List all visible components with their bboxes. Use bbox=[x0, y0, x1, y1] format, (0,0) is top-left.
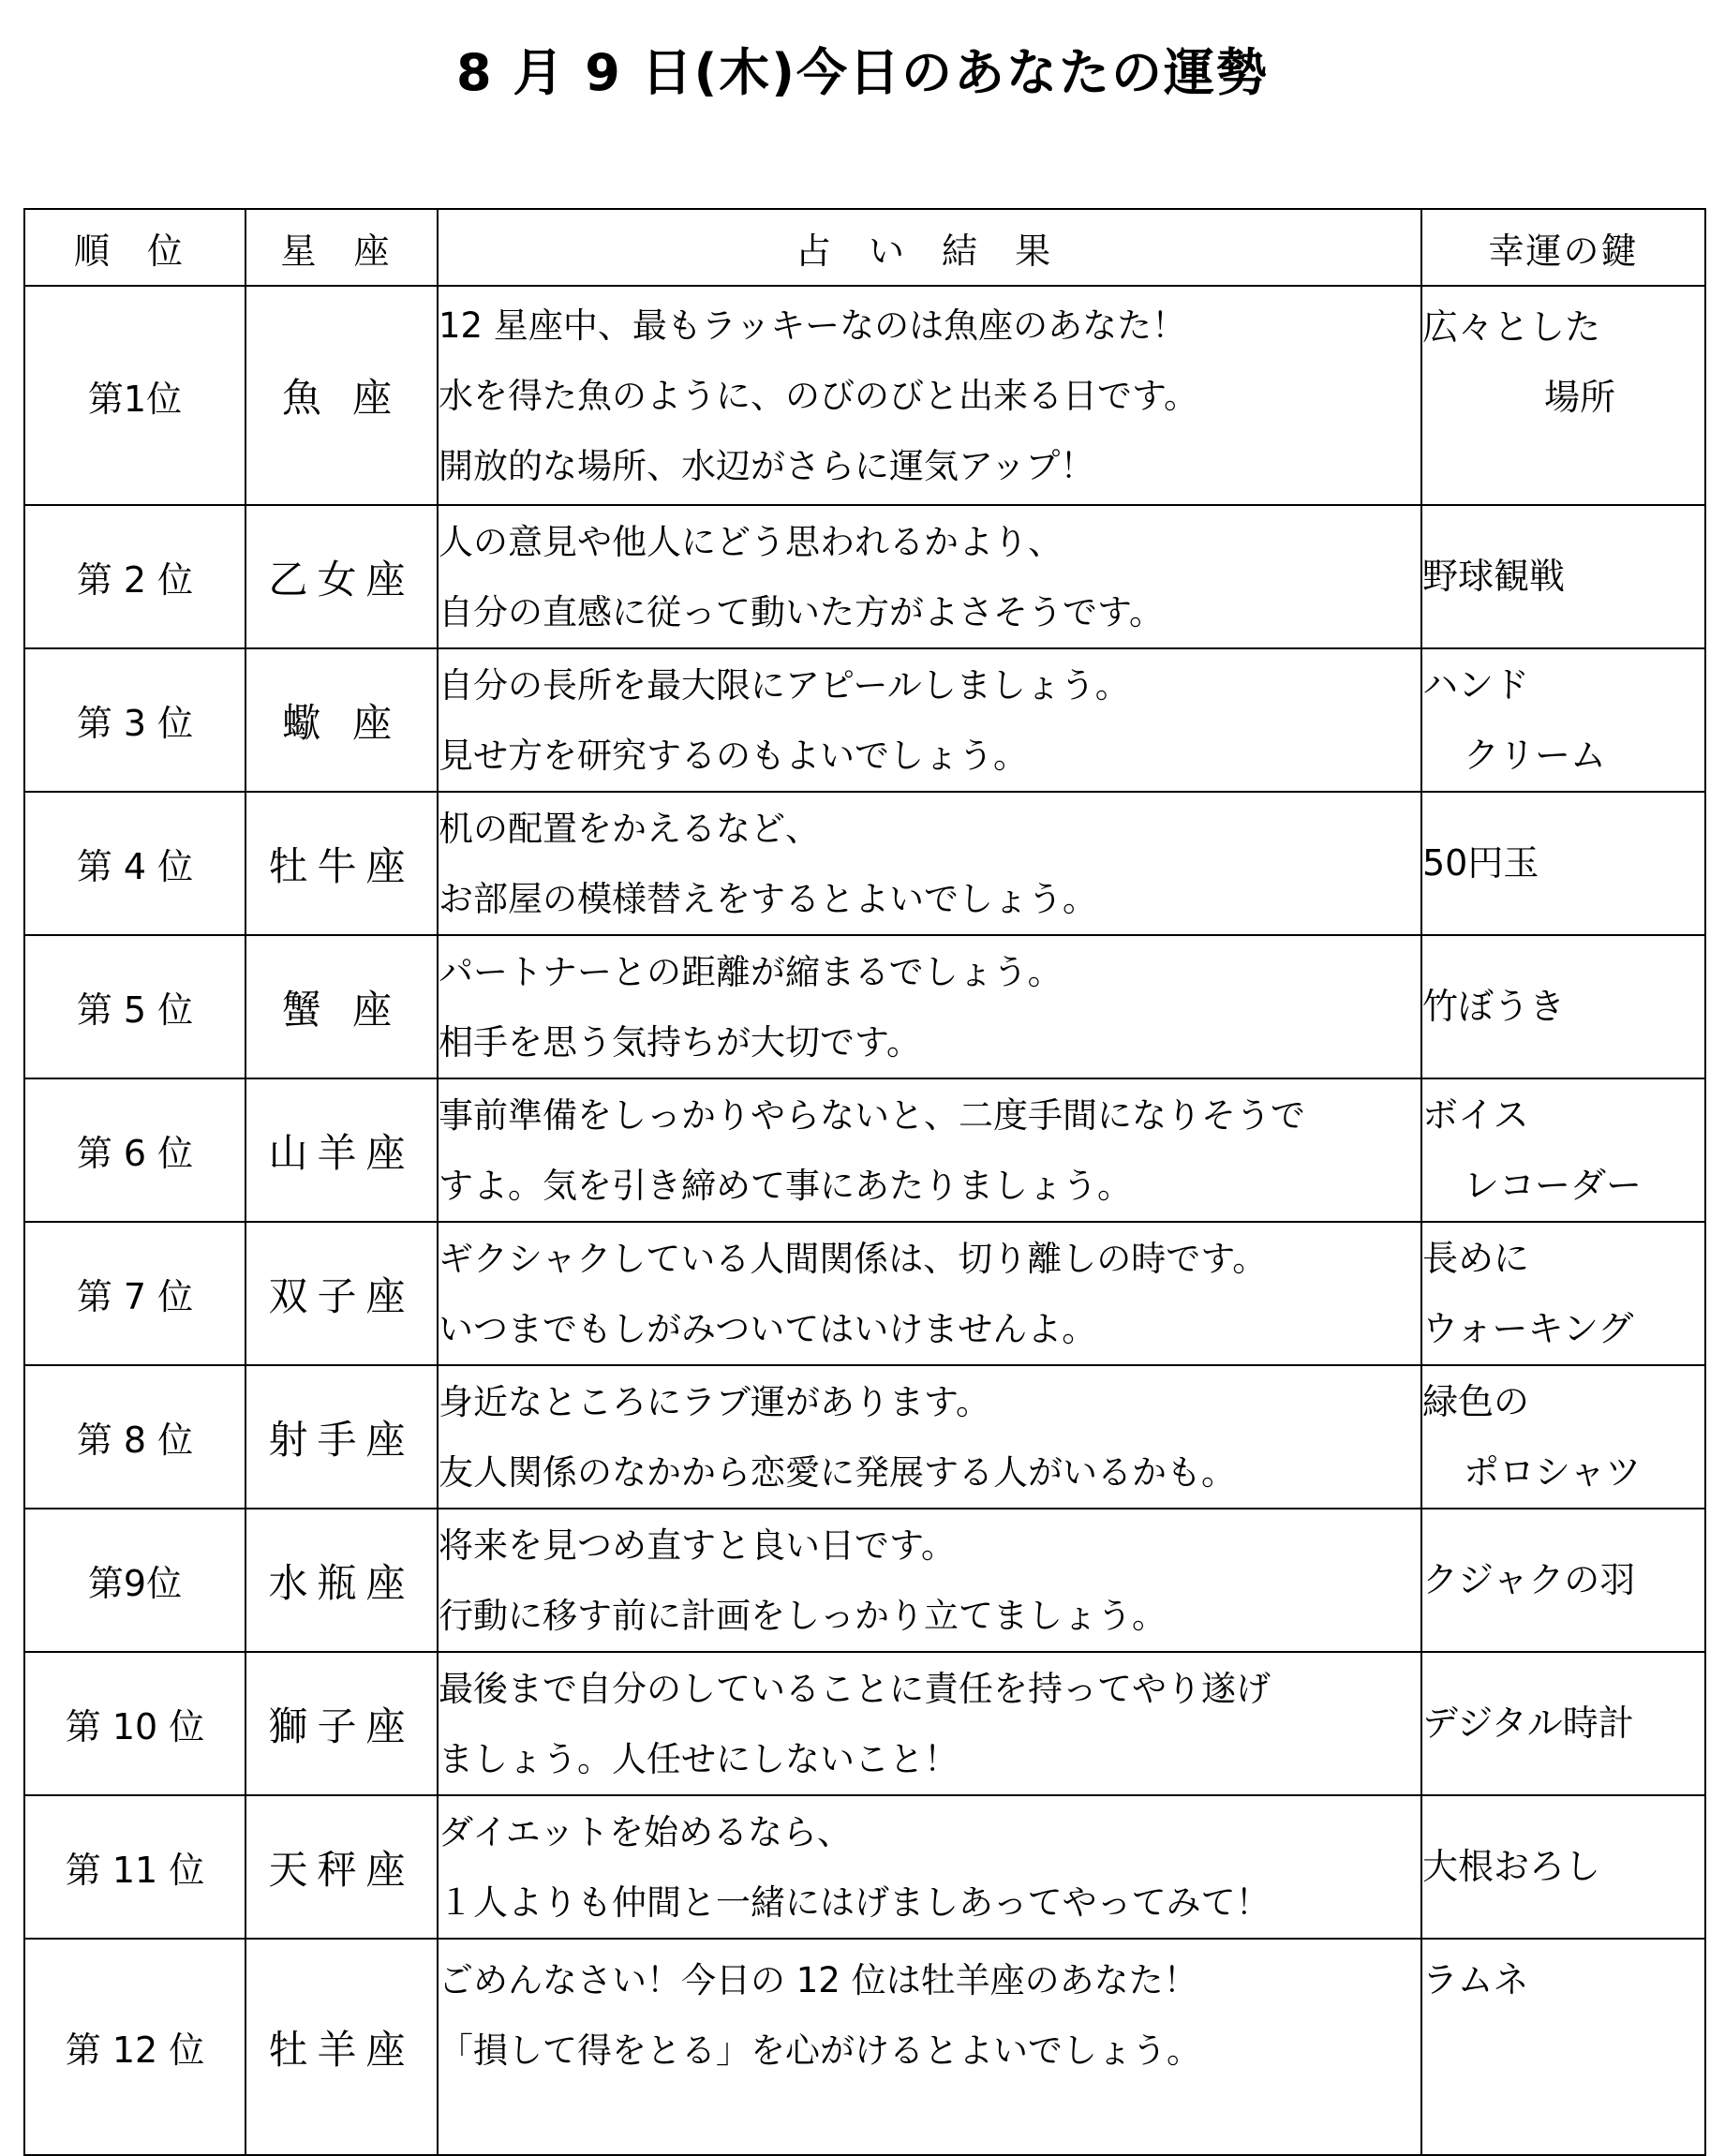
page-title: 8 月 9 日(木)今日のあなたの運勢 bbox=[456, 43, 1269, 102]
lucky-key-line: ハンド bbox=[1422, 663, 1530, 706]
sign-cell: 射手座 bbox=[245, 1365, 438, 1509]
sign-cell: 牡羊座 bbox=[245, 1939, 438, 2155]
header-lucky-key: 幸運の鍵 bbox=[1421, 209, 1705, 286]
result-line: ごめんなさい！今日の 12 位は牡羊座のあなた！ bbox=[439, 1960, 1198, 2000]
lucky-key-line: 長めに bbox=[1422, 1237, 1530, 1279]
table-row bbox=[24, 1509, 1705, 1652]
lucky-key-line: ボイス bbox=[1422, 1093, 1529, 1136]
result-line: 自分の直感に従って動いた方がよさそうです。 bbox=[439, 591, 1165, 632]
result-cell bbox=[438, 286, 1421, 505]
lucky-key-line: 場所 bbox=[1544, 377, 1616, 418]
result-line: 見せ方を研究するのもよいでしょう。 bbox=[439, 735, 1028, 776]
result-line: 行動に移す前に計画をしっかり立てましょう。 bbox=[439, 1595, 1167, 1636]
result-line: 身近なところにラブ運があります。 bbox=[439, 1381, 991, 1422]
result-cell bbox=[438, 1222, 1421, 1365]
rank-cell: 第 3 位 bbox=[24, 648, 245, 792]
sign-cell: 山羊座 bbox=[245, 1078, 438, 1222]
lucky-key-line: 野球観戦 bbox=[1422, 556, 1566, 597]
lucky-key-cell bbox=[1421, 1652, 1705, 1795]
result-line: １人よりも仲間と一緒にはげましあってやってみて！ bbox=[439, 1881, 1271, 1923]
lucky-key-line: クジャクの羽 bbox=[1422, 1559, 1636, 1600]
rank-cell: 第 2 位 bbox=[24, 505, 245, 648]
rank-cell: 第 10 位 bbox=[24, 1652, 245, 1795]
table-row bbox=[24, 1795, 1705, 1939]
result-line: 相手を思う気持ちが大切です。 bbox=[439, 1021, 922, 1063]
lucky-key-cell bbox=[1421, 1365, 1705, 1509]
lucky-key-cell bbox=[1421, 1795, 1705, 1939]
result-line: 水を得た魚のように、のびのびと出来る日です。 bbox=[439, 375, 1199, 416]
lucky-key-line: 竹ぼうき bbox=[1422, 986, 1566, 1027]
rank-cell: 第9位 bbox=[24, 1509, 245, 1652]
result-cell bbox=[438, 1795, 1421, 1939]
lucky-key-line: クリーム bbox=[1464, 734, 1607, 776]
table-row bbox=[24, 1078, 1705, 1222]
lucky-key-cell bbox=[1421, 648, 1705, 792]
header-result: 占 い 結 果 bbox=[438, 209, 1421, 286]
fortune-table bbox=[23, 208, 1706, 2156]
lucky-key-line: 大根おろし bbox=[1422, 1846, 1601, 1887]
sign-cell: 牡牛座 bbox=[245, 792, 438, 935]
sign-cell: 天秤座 bbox=[245, 1795, 438, 1939]
lucky-key-cell bbox=[1421, 1939, 1705, 2155]
result-cell bbox=[438, 1509, 1421, 1652]
sign-cell: 蠍 座 bbox=[245, 648, 438, 792]
rank-cell: 第 6 位 bbox=[24, 1078, 245, 1222]
lucky-key-cell bbox=[1421, 1222, 1705, 1365]
result-line: 開放的な場所、水辺がさらに運気アップ！ bbox=[439, 445, 1095, 486]
rank-cell: 第 8 位 bbox=[24, 1365, 245, 1509]
lucky-key-line: ラムネ bbox=[1422, 1959, 1529, 2000]
lucky-key-line: 緑色の bbox=[1422, 1380, 1530, 1422]
result-cell bbox=[438, 1365, 1421, 1509]
result-cell bbox=[438, 1078, 1421, 1222]
sign-cell: 獅子座 bbox=[245, 1652, 438, 1795]
result-cell bbox=[438, 1652, 1421, 1795]
table-header-row bbox=[24, 209, 1705, 286]
table-row bbox=[24, 1652, 1705, 1795]
rank-cell: 第 12 位 bbox=[24, 1939, 245, 2155]
table-row bbox=[24, 648, 1705, 792]
lucky-key-line: 広々とした bbox=[1422, 306, 1601, 348]
sign-cell: 蟹 座 bbox=[245, 935, 438, 1078]
table-row bbox=[24, 505, 1705, 648]
lucky-key-cell bbox=[1421, 286, 1705, 505]
table-row bbox=[24, 1939, 1705, 2155]
result-line: ダイエットを始めるなら、 bbox=[439, 1811, 853, 1852]
lucky-key-cell bbox=[1421, 1078, 1705, 1222]
lucky-key-line: 50円玉 bbox=[1422, 842, 1539, 884]
lucky-key-line: レコーダー bbox=[1464, 1164, 1643, 1206]
header-rank: 順 位 bbox=[24, 209, 245, 286]
lucky-key-cell bbox=[1421, 935, 1705, 1078]
rank-cell: 第 4 位 bbox=[24, 792, 245, 935]
result-cell bbox=[438, 505, 1421, 648]
table-row bbox=[24, 1222, 1705, 1365]
result-line: 友人関係のなかから恋愛に発展する人がいるかも。 bbox=[439, 1451, 1236, 1493]
result-line: 人の意見や他人にどう思われるかより、 bbox=[439, 521, 1063, 562]
result-line: いつまでもしがみついてはいけませんよ。 bbox=[439, 1308, 1097, 1349]
sign-cell: 魚 座 bbox=[245, 286, 438, 505]
lucky-key-line: ポロシャツ bbox=[1464, 1450, 1642, 1493]
result-cell bbox=[438, 792, 1421, 935]
result-line: 「損して得をとる」を心がけるとよいでしょう。 bbox=[439, 2030, 1201, 2071]
result-line: パートナーとの距離が縮まるでしょう。 bbox=[439, 951, 1063, 992]
header-sign: 星 座 bbox=[245, 209, 438, 286]
result-cell bbox=[438, 935, 1421, 1078]
lucky-key-line: ウォーキング bbox=[1422, 1307, 1634, 1349]
result-cell bbox=[438, 648, 1421, 792]
rank-cell: 第 7 位 bbox=[24, 1222, 245, 1365]
rank-cell: 第 11 位 bbox=[24, 1795, 245, 1939]
sign-cell: 水瓶座 bbox=[245, 1509, 438, 1652]
result-line: ギクシャクしている人間関係は、切り離しの時です。 bbox=[439, 1238, 1268, 1279]
table-row bbox=[24, 1365, 1705, 1509]
result-line: お部屋の模様替えをするとよいでしょう。 bbox=[439, 878, 1097, 919]
lucky-key-cell bbox=[1421, 1509, 1705, 1652]
table-row bbox=[24, 792, 1705, 935]
rank-cell: 第1位 bbox=[24, 286, 245, 505]
sign-cell: 乙女座 bbox=[245, 505, 438, 648]
rank-cell: 第 5 位 bbox=[24, 935, 245, 1078]
result-line: 最後まで自分のしていることに責任を持ってやり遂げ bbox=[439, 1668, 1271, 1709]
lucky-key-cell bbox=[1421, 505, 1705, 648]
table-row bbox=[24, 935, 1705, 1078]
table-row bbox=[24, 286, 1705, 505]
sign-cell: 双子座 bbox=[245, 1222, 438, 1365]
result-line: 自分の長所を最大限にアピールしましょう。 bbox=[439, 664, 1130, 706]
lucky-key-cell bbox=[1421, 792, 1705, 935]
result-cell bbox=[438, 1939, 1421, 2155]
lucky-key-line: デジタル時計 bbox=[1422, 1702, 1634, 1744]
result-line: 将来を見つめ直すと良い日です。 bbox=[439, 1524, 957, 1566]
result-line: 事前準備をしっかりやらないと、二度手間になりそうで bbox=[439, 1094, 1305, 1136]
result-line: 12 星座中、最もラッキーなのは魚座のあなた！ bbox=[439, 305, 1187, 346]
result-line: 机の配置をかえるなど、 bbox=[439, 808, 820, 849]
result-line: ましょう。人任せにしないこと！ bbox=[439, 1738, 959, 1779]
result-line: すよ。気を引き締めて事にあたりましょう。 bbox=[439, 1165, 1132, 1206]
